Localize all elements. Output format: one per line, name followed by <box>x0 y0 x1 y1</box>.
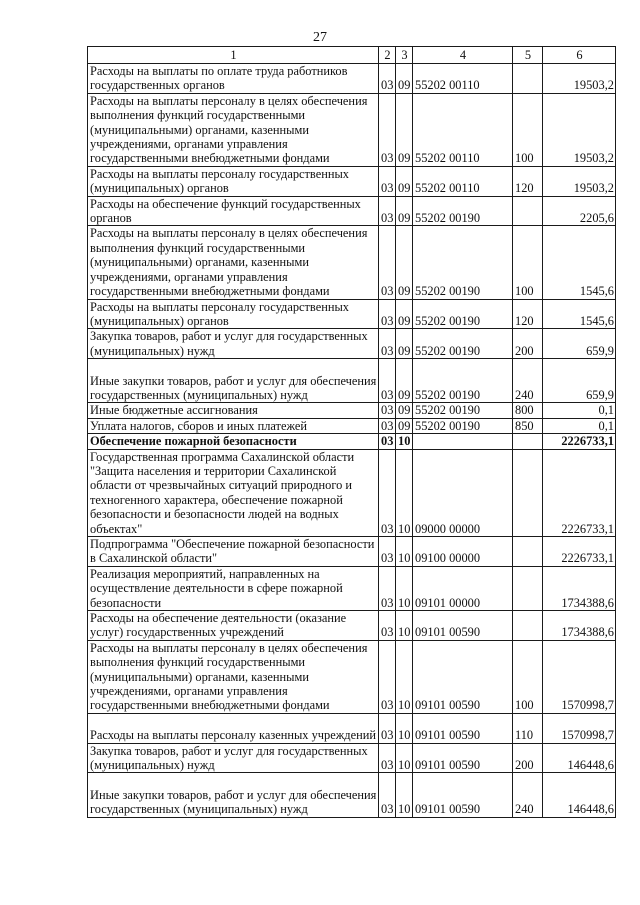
row-target-item-cell: 09101 00590 <box>413 640 513 713</box>
row-target-item-cell: 09101 00590 <box>413 611 513 641</box>
table-row <box>88 611 616 641</box>
table-row <box>88 434 616 449</box>
table-row <box>88 773 616 817</box>
column-header-target-item: 4 <box>413 47 513 64</box>
row-subsection-cell: 09 <box>396 93 413 166</box>
row-target-item-cell: 09101 00590 <box>413 713 513 743</box>
row-section-cell: 03 <box>379 611 396 641</box>
row-name-cell: Расходы на обеспечение деятельности (оказание услуг) государственных учреждений <box>88 611 379 641</box>
row-subsection-cell: 09 <box>396 166 413 196</box>
table-row <box>88 226 616 299</box>
row-expense-type-cell: 110 <box>513 713 543 743</box>
row-expense-type-cell: 120 <box>513 299 543 329</box>
table-row <box>88 299 616 329</box>
table-row <box>88 743 616 773</box>
row-expense-type-cell: 800 <box>513 403 543 418</box>
table-row <box>88 449 616 536</box>
table-row <box>88 93 616 166</box>
row-section-cell: 03 <box>379 743 396 773</box>
row-subsection-cell: 10 <box>396 536 413 566</box>
row-section-cell: 03 <box>379 166 396 196</box>
row-target-item-cell: 09101 00590 <box>413 773 513 817</box>
row-target-item-cell: 55202 00190 <box>413 403 513 418</box>
row-amount-cell: 1545,6 <box>543 226 616 299</box>
row-subsection-cell: 10 <box>396 713 413 743</box>
row-section-cell: 03 <box>379 196 396 226</box>
row-subsection-cell: 10 <box>396 566 413 610</box>
row-section-cell: 03 <box>379 299 396 329</box>
row-amount-cell: 19503,2 <box>543 93 616 166</box>
row-section-cell: 03 <box>379 713 396 743</box>
row-section-cell: 03 <box>379 434 396 449</box>
row-name-cell: Иные закупки товаров, работ и услуг для обеспечения государственных (муниципальных) нужд <box>88 359 379 403</box>
row-name-cell: Закупка товаров, работ и услуг для государственных (муниципальных) нужд <box>88 743 379 773</box>
column-header-section: 2 <box>379 47 396 64</box>
row-expense-type-cell: 200 <box>513 329 543 359</box>
row-target-item-cell: 55202 00190 <box>413 329 513 359</box>
row-name-cell: Реализация мероприятий, направленных на осуществление деятельности в сфере пожарной безопасности <box>88 566 379 610</box>
row-amount-cell: 1734388,6 <box>543 611 616 641</box>
row-section-cell: 03 <box>379 773 396 817</box>
row-amount-cell: 659,9 <box>543 359 616 403</box>
row-expense-type-cell <box>513 611 543 641</box>
table-row <box>88 418 616 433</box>
page-number: 27 <box>313 30 327 45</box>
table-header <box>88 47 616 64</box>
row-subsection-cell: 09 <box>396 64 413 94</box>
table-row <box>88 166 616 196</box>
row-amount-cell: 0,1 <box>543 403 616 418</box>
row-name-cell: Иные бюджетные ассигнования <box>88 403 379 418</box>
header-row <box>88 47 616 64</box>
row-target-item-cell: 09100 00000 <box>413 536 513 566</box>
row-section-cell: 03 <box>379 403 396 418</box>
row-amount-cell: 2226733,1 <box>543 536 616 566</box>
row-name-cell: Закупка товаров, работ и услуг для государственных (муниципальных) нужд <box>88 329 379 359</box>
table-row <box>88 329 616 359</box>
row-subsection-cell: 09 <box>396 329 413 359</box>
row-subsection-cell: 09 <box>396 299 413 329</box>
row-subsection-cell: 09 <box>396 226 413 299</box>
row-name-cell: Расходы на выплаты персоналу в целях обеспечения выполнения функций государственными (муниципальными) органами, казенными учреждениями, органами управления государственными внебюджетными фондами <box>88 640 379 713</box>
row-section-cell: 03 <box>379 359 396 403</box>
row-expense-type-cell: 100 <box>513 640 543 713</box>
row-target-item-cell: 55202 00110 <box>413 64 513 94</box>
row-section-cell: 03 <box>379 449 396 536</box>
row-target-item-cell: 09000 00000 <box>413 449 513 536</box>
table-row <box>88 566 616 610</box>
row-subsection-cell: 10 <box>396 611 413 641</box>
row-expense-type-cell <box>513 566 543 610</box>
row-amount-cell: 1570998,7 <box>543 713 616 743</box>
row-section-cell: 03 <box>379 329 396 359</box>
row-name-cell: Иные закупки товаров, работ и услуг для обеспечения государственных (муниципальных) нужд <box>88 773 379 817</box>
row-target-item-cell: 09101 00000 <box>413 566 513 610</box>
row-amount-cell: 146448,6 <box>543 773 616 817</box>
row-subsection-cell: 09 <box>396 403 413 418</box>
row-section-cell: 03 <box>379 536 396 566</box>
row-amount-cell: 1570998,7 <box>543 640 616 713</box>
row-expense-type-cell: 200 <box>513 743 543 773</box>
row-name-cell: Расходы на выплаты персоналу в целях обеспечения выполнения функций государственными (муниципальными) органами, казенными учреждениями, органами управления государственными внебюджетными фондами <box>88 93 379 166</box>
row-target-item-cell: 55202 00110 <box>413 166 513 196</box>
row-expense-type-cell: 100 <box>513 226 543 299</box>
row-subsection-cell: 09 <box>396 359 413 403</box>
row-target-item-cell: 55202 00190 <box>413 359 513 403</box>
row-expense-type-cell <box>513 64 543 94</box>
row-name-cell: Государственная программа Сахалинской области "Защита населения и территории Сахалинской области от чрезвычайных ситуаций природного и техногенного характера, обеспечение пожарной безопасности и безопасности людей на водных объектах" <box>88 449 379 536</box>
row-name-cell: Подпрограмма "Обеспечение пожарной безопасности в Сахалинской области" <box>88 536 379 566</box>
column-header-name: 1 <box>88 47 379 64</box>
row-expense-type-cell: 100 <box>513 93 543 166</box>
row-target-item-cell: 55202 00190 <box>413 299 513 329</box>
table-row <box>88 64 616 94</box>
row-amount-cell: 659,9 <box>543 329 616 359</box>
row-section-cell: 03 <box>379 418 396 433</box>
row-amount-cell: 0,1 <box>543 418 616 433</box>
row-amount-cell: 1734388,6 <box>543 566 616 610</box>
table-body <box>88 64 616 818</box>
row-subsection-cell: 10 <box>396 743 413 773</box>
row-target-item-cell: 09101 00590 <box>413 743 513 773</box>
row-subsection-cell: 10 <box>396 773 413 817</box>
row-amount-cell: 19503,2 <box>543 64 616 94</box>
table-row <box>88 403 616 418</box>
row-expense-type-cell: 240 <box>513 359 543 403</box>
column-header-amount: 6 <box>543 47 616 64</box>
row-subsection-cell: 09 <box>396 196 413 226</box>
row-target-item-cell: 55202 00190 <box>413 226 513 299</box>
row-name-cell: Расходы на обеспечение функций государственных органов <box>88 196 379 226</box>
table-row <box>88 640 616 713</box>
row-target-item-cell <box>413 434 513 449</box>
row-amount-cell: 2205,6 <box>543 196 616 226</box>
row-section-cell: 03 <box>379 64 396 94</box>
column-header-subsection: 3 <box>396 47 413 64</box>
row-subsection-cell: 10 <box>396 640 413 713</box>
row-expense-type-cell <box>513 434 543 449</box>
row-subsection-cell: 09 <box>396 418 413 433</box>
row-target-item-cell: 55202 00190 <box>413 418 513 433</box>
row-target-item-cell: 55202 00110 <box>413 93 513 166</box>
row-name-cell: Расходы на выплаты персоналу государственных (муниципальных) органов <box>88 299 379 329</box>
table-row <box>88 536 616 566</box>
row-section-cell: 03 <box>379 640 396 713</box>
column-header-expense-type: 5 <box>513 47 543 64</box>
row-subsection-cell: 10 <box>396 434 413 449</box>
row-name-cell: Расходы на выплаты персоналу государственных (муниципальных) органов <box>88 166 379 196</box>
table-row <box>88 359 616 403</box>
row-section-cell: 03 <box>379 566 396 610</box>
row-expense-type-cell: 850 <box>513 418 543 433</box>
row-name-cell: Уплата налогов, сборов и иных платежей <box>88 418 379 433</box>
row-expense-type-cell <box>513 196 543 226</box>
row-amount-cell: 1545,6 <box>543 299 616 329</box>
row-expense-type-cell: 240 <box>513 773 543 817</box>
table-row <box>88 196 616 226</box>
row-subsection-cell: 10 <box>396 449 413 536</box>
row-amount-cell: 2226733,1 <box>543 449 616 536</box>
table-row <box>88 713 616 743</box>
row-expense-type-cell <box>513 536 543 566</box>
row-target-item-cell: 55202 00190 <box>413 196 513 226</box>
row-name-cell: Расходы на выплаты по оплате труда работников государственных органов <box>88 64 379 94</box>
row-section-cell: 03 <box>379 93 396 166</box>
row-section-cell: 03 <box>379 226 396 299</box>
row-name-cell: Расходы на выплаты персоналу казенных учреждений <box>88 713 379 743</box>
row-name-cell: Обеспечение пожарной безопасности <box>88 434 379 449</box>
row-amount-cell: 2226733,1 <box>543 434 616 449</box>
row-amount-cell: 19503,2 <box>543 166 616 196</box>
row-expense-type-cell: 120 <box>513 166 543 196</box>
row-expense-type-cell <box>513 449 543 536</box>
budget-table <box>87 46 616 818</box>
row-amount-cell: 146448,6 <box>543 743 616 773</box>
row-name-cell: Расходы на выплаты персоналу в целях обеспечения выполнения функций государственными (муниципальными) органами, казенными учреждениями, органами управления государственными внебюджетными фондами <box>88 226 379 299</box>
